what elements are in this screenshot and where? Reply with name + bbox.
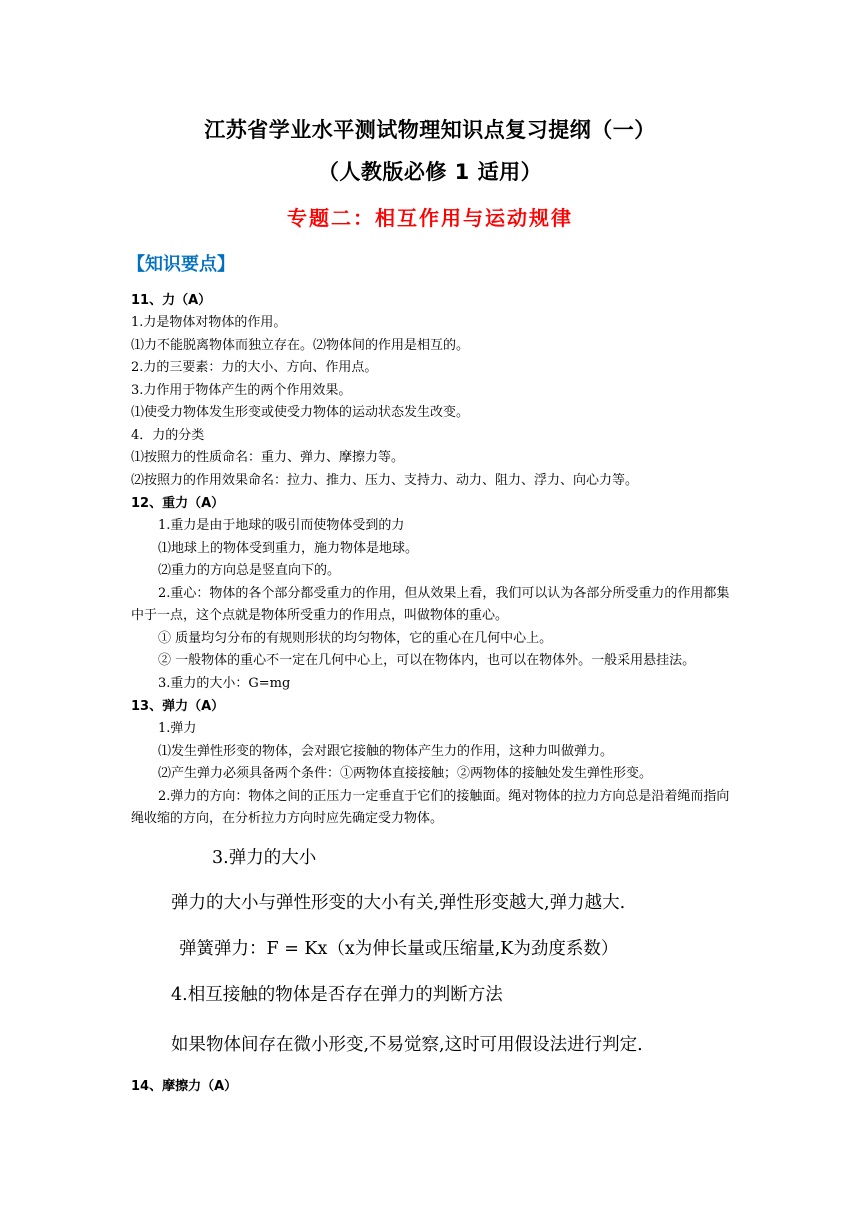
section-13-heading: 13、弹力（A） <box>131 699 225 714</box>
s13-line: ⑴发生弹性形变的物体，会对跟它接触的物体产生力的作用，这种力叫做弹力。 <box>158 743 614 759</box>
s12-paragraph: ② 一般物体的重心不一定在几何中心上，可以在物体内，也可以在物体外。一般采用悬挂法。 <box>158 653 696 668</box>
s13-line: 1.弹力 <box>158 721 197 736</box>
section-14-heading: 14、摩擦力（A） <box>131 1078 238 1094</box>
s13-large-line: 3.弹力的大小 <box>212 847 317 868</box>
s11-line: ⑴力不能脱离物体而独立存在。⑵物体间的作用是相互的。 <box>131 337 470 353</box>
s13-large-line: 如果物体间存在微小形变,不易觉察,这时可用假设法进行判定. <box>171 1034 643 1055</box>
s11-line: ⑵按照力的作用效果命名：拉力、推力、压力、支持力、动力、阻力、浮力、向心力等。 <box>131 472 639 488</box>
s12-line: ⑴地球上的物体受到重力，施力物体是地球。 <box>158 540 419 556</box>
s13-large-line: 弹簧弹力：F = Kx（x为伸长量或压缩量,K为劲度系数） <box>179 938 619 959</box>
document-title: 江苏省学业水平测试物理知识点复习提纲（一） <box>204 118 656 142</box>
s12-line: ① 质量均匀分布的有规则形状的均匀物体，它的重心在几何中心上。 <box>158 630 553 646</box>
section-11-heading: 11、力（A） <box>131 293 212 308</box>
topic-title: 专题二：相互作用与运动规律 <box>287 206 573 230</box>
s11-line: 3.力作用于物体产生的两个作用效果。 <box>131 382 352 398</box>
s12-paragraph: 2.重心：物体的各个部分都受重力的作用，但从效果上看，我们可以认为各部分所受重力的作用都集中于一点，这个点就是物体所受重力的作用点，叫做物体的重心。 <box>131 585 730 623</box>
s13-large-line: 弹力的大小与弹性形变的大小有关,弹性形变越大,弹力越大. <box>171 892 626 913</box>
s11-line: 1.力是物体对物体的作用。 <box>131 315 287 330</box>
s11-line: ⑴按照力的性质命名：重力、弹力、摩擦力等。 <box>131 450 405 465</box>
section-label: 【知识要点】 <box>127 254 235 275</box>
s11-line: 4．力的分类 <box>131 427 205 443</box>
s12-line: 1.重力是由于地球的吸引而使物体受到的力 <box>158 518 405 533</box>
s13-large-line: 4.相互接触的物体是否存在弹力的判断方法 <box>171 984 503 1005</box>
s13-line: ⑵产生弹力必须具备两个条件：①两物体直接接触；②两物体的接触处发生弹性形变。 <box>158 766 653 781</box>
s12-line: 3.重力的大小：G=mg <box>158 675 291 691</box>
s11-line: ⑴使受力物体发生形变或使受力物体的运动状态发生改变。 <box>131 405 470 420</box>
document-subtitle: （人教版必修 1 适用） <box>317 160 543 184</box>
s12-line: ⑵重力的方向总是竖直向下的。 <box>158 563 341 578</box>
s13-paragraph: 2.弹力的方向：物体之间的正压力一定垂直于它们的接触面。绳对物体的拉力方向总是沿着绳而指向绳收缩的方向，在分析拉力方向时应先确定受力物体。 <box>131 788 730 826</box>
s11-line: 2.力的三要素：力的大小、方向、作用点。 <box>131 360 378 375</box>
content-body <box>131 289 741 1098</box>
section-12-heading: 12、重力（A） <box>131 496 225 511</box>
